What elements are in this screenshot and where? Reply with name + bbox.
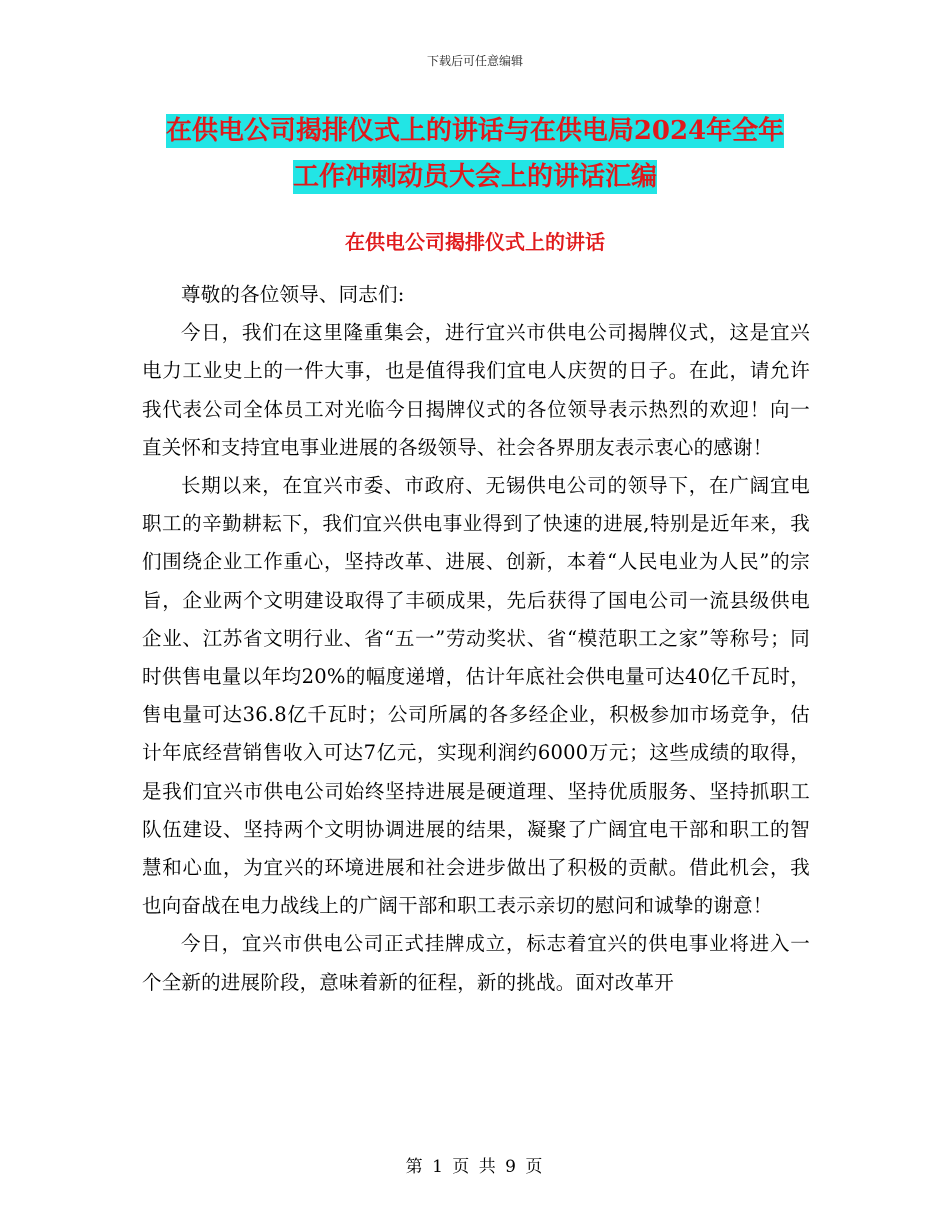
section-title: 在供电公司揭排仪式上的讲话 — [345, 230, 605, 254]
body-paragraph: 长期以来，在宜兴市委、市政府、无锡供电公司的领导下，在广阔宜电职工的辛勤耕耘下，我们宜兴供电事业得到了快速的进展,特别是近年来，我们围绕企业工作重心，坚持改革、进展、创新，本着“人民电业为人民”的宗旨，企业两个文明建设取得了丰硕成果，先后获得了国电公司一流县级供电企业、江苏省文明行业、省“五一”劳动奖状、省“模范职工之家”等称号；同时供售电量以年均20%的幅度递增，估计年底社会供电量可达40亿千瓦时，售电量可达36.8亿千瓦时；公司所属的各多经企业，积极参加市场竞争，估计年底经营销售收入可达7亿元，实现利润约6000万元；这些成绩的取得，是我们宜兴市供电公司始终坚持进展是硬道理、坚持优质服务、坚持抓职工队伍建设、坚持两个文明协调进展的结果，凝聚了广阔宜电干部和职工的智慧和心血，为宜兴的环境进展和社会进步做出了积极的贡献。借此机会，我也向奋战在电力战线上的广阔干部和职工表示亲切的慰问和诚挚的谢意！ — [142, 474, 810, 918]
document-body — [142, 276, 810, 1002]
body-paragraph: 今日，宜兴市供电公司正式挂牌成立，标志着宜兴的供电事业将进入一个全新的进展阶段，意味着新的征程，新的挑战。面对改革开 — [142, 932, 810, 994]
page-number-footer: 第 1 页 共 9 页 — [405, 1157, 545, 1177]
header-note: 下载后可任意编辑 — [426, 54, 523, 68]
document-title — [0, 108, 950, 200]
title-line-2: 工作冲刺动员大会上的讲话汇编 — [292, 162, 657, 192]
title-line-1: 在供电公司揭排仪式上的讲话与在供电局2024年全年 — [165, 116, 785, 146]
body-paragraph: 今日，我们在这里隆重集会，进行宜兴市供电公司揭牌仪式，这是宜兴电力工业史上的一件大事，也是值得我们宜电人庆贺的日子。在此，请允许我代表公司全体员工对光临今日揭牌仪式的各位领导表示热烈的欢迎！向一直关怀和支持宜电事业进展的各级领导、社会各界朋友表示衷心的感谢！ — [142, 321, 810, 459]
salutation-paragraph: 尊敬的各位领导、同志们: — [181, 283, 405, 306]
